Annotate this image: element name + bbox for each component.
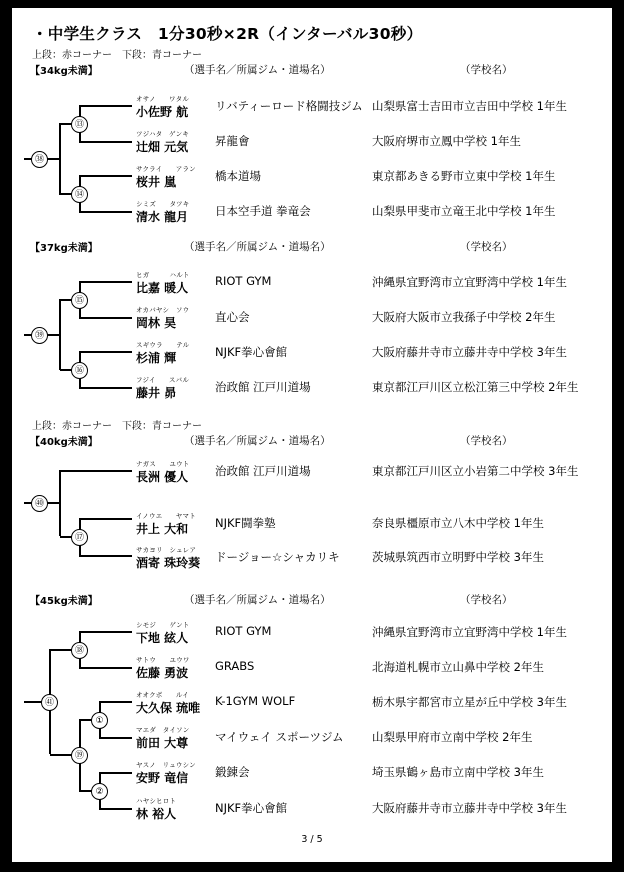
fighter-gym: ドージョー☆シャカリキ bbox=[215, 550, 340, 564]
fighter-school: 栃木県宇都宮市立星が丘中学校 3年生 bbox=[372, 695, 567, 709]
school-column-header: （学校名） bbox=[460, 241, 513, 253]
fighter-school: 東京都あきる野市立東中学校 1年生 bbox=[372, 169, 556, 183]
fighter-school: 沖縄県宜野湾市立宜野湾中学校 1年生 bbox=[372, 625, 567, 639]
fighter-row bbox=[12, 459, 612, 487]
fighter-name: 前田 大尊 bbox=[136, 736, 189, 750]
fighter-school: 東京都江戸川区立小岩第二中学校 3年生 bbox=[372, 464, 579, 478]
fighter-kana: サカヨリ シュレア bbox=[136, 546, 197, 554]
fighter-row bbox=[12, 760, 612, 788]
fighter-school: 大阪府藤井寺市立藤井寺中学校 3年生 bbox=[372, 801, 567, 815]
fighter-school: 山梨県富士吉田市立吉田中学校 1年生 bbox=[372, 99, 567, 113]
fighter-school: 茨城県筑西市立明野中学校 3年生 bbox=[372, 550, 544, 564]
fighter-gym: K-1GYM WOLF bbox=[215, 694, 296, 708]
corner-note: 上段：赤コーナー 下段：青コーナー bbox=[32, 421, 202, 432]
fighter-gym: 橋本道場 bbox=[215, 169, 261, 183]
fighter-name: 長洲 優人 bbox=[136, 470, 189, 484]
fighter-kana: イノウエ ヤマト bbox=[136, 512, 196, 520]
gym-column-header: （選手名／所属ジム・道場名） bbox=[184, 64, 331, 76]
fighter-school: 東京都江戸川区立松江第三中学校 2年生 bbox=[372, 380, 579, 394]
fighter-name: 酒寄 珠玲葵 bbox=[136, 556, 201, 570]
fighter-school: 埼玉県鶴ヶ島市立南中学校 3年生 bbox=[372, 765, 544, 779]
fighter-kana: ハヤシヒロト bbox=[136, 797, 177, 805]
fighter-kana: オオクボ ルイ bbox=[136, 691, 189, 699]
fighter-kana: シミズ タツキ bbox=[136, 200, 190, 208]
bout-number-badge: ⑭ bbox=[71, 186, 88, 203]
fighter-gym: 直心会 bbox=[215, 310, 250, 324]
fighter-gym: 昇龍會 bbox=[215, 134, 250, 148]
fighter-kana: ナガス ユウト bbox=[136, 460, 190, 468]
weight-class-label: 【34kg未満】 bbox=[30, 66, 98, 77]
fighter-gym: NJKF拳心會館 bbox=[215, 801, 288, 815]
fighter-name: 林 裕人 bbox=[136, 807, 177, 821]
fighter-row bbox=[12, 270, 612, 298]
fighter-kana: フジイ スバル bbox=[136, 376, 190, 384]
fighter-row bbox=[12, 511, 612, 539]
fighter-gym: リバティーロード格闘技ジム bbox=[215, 99, 363, 113]
fighter-gym: マイウェイ スポーツジム bbox=[215, 730, 344, 744]
fighter-row bbox=[12, 375, 612, 403]
fighter-row bbox=[12, 340, 612, 368]
fighter-name: 清水 龍月 bbox=[136, 210, 189, 224]
fighter-school: 奈良県橿原市立八木中学校 1年生 bbox=[372, 516, 544, 530]
fighter-row bbox=[12, 655, 612, 683]
weight-class-label: 【45kg未満】 bbox=[30, 596, 98, 607]
fighter-school: 大阪府大阪市立我孫子中学校 2年生 bbox=[372, 310, 556, 324]
sub-bout-badge: ① bbox=[91, 712, 108, 729]
fighter-kana: オサノ ワタル bbox=[136, 95, 190, 103]
final-bout-badge: ㊵ bbox=[31, 495, 48, 512]
gym-column-header: （選手名／所属ジム・道場名） bbox=[184, 435, 331, 447]
fighter-row bbox=[12, 164, 612, 192]
page-number: 3 / 5 bbox=[301, 834, 323, 845]
fighter-row bbox=[12, 305, 612, 333]
fighter-kana: シモジ ゲント bbox=[136, 621, 190, 629]
fighter-name: 井上 大和 bbox=[136, 522, 189, 536]
bout-number-badge: ⑬ bbox=[71, 116, 88, 133]
fighter-name: 桜井 嵐 bbox=[136, 175, 177, 189]
fighter-name: 岡林 昊 bbox=[136, 316, 177, 330]
document-page bbox=[12, 8, 612, 862]
fighter-name: 大久保 琉唯 bbox=[136, 701, 201, 715]
fighter-school: 山梨県甲斐市立竜王北中学校 1年生 bbox=[372, 204, 556, 218]
fighter-row bbox=[12, 545, 612, 573]
fighter-gym: 鍛錬会 bbox=[215, 765, 250, 779]
fighter-gym: GRABS bbox=[215, 659, 255, 673]
fighter-kana: サクライ アラン bbox=[136, 165, 196, 173]
final-bout-badge: ㊶ bbox=[41, 694, 58, 711]
bout-number-badge: ⑯ bbox=[71, 362, 88, 379]
final-bout-badge: ㊴ bbox=[31, 327, 48, 344]
final-bout-badge: ㊳ bbox=[31, 151, 48, 168]
fighter-row bbox=[12, 94, 612, 122]
fighter-gym: NJKF闘拳塾 bbox=[215, 516, 276, 530]
fighter-gym: 治政館 江戸川道場 bbox=[215, 464, 311, 478]
fighter-school: 大阪府堺市立鳳中学校 1年生 bbox=[372, 134, 521, 148]
fighter-row bbox=[12, 129, 612, 157]
fighter-name: 杉浦 輝 bbox=[136, 351, 177, 365]
school-column-header: （学校名） bbox=[460, 435, 513, 447]
fighter-gym: 日本空手道 拳竜会 bbox=[215, 204, 311, 218]
fighter-kana: オカバヤシ ソウ bbox=[136, 306, 190, 314]
fighter-school: 北海道札幌市立山鼻中学校 2年生 bbox=[372, 660, 544, 674]
bout-number-badge: ⑮ bbox=[71, 292, 88, 309]
gym-column-header: （選手名／所属ジム・道場名） bbox=[184, 241, 331, 253]
bout-number-badge: ⑱ bbox=[71, 642, 88, 659]
fighter-school: 沖縄県宜野湾市立宜野湾中学校 1年生 bbox=[372, 275, 567, 289]
fighter-name: 藤井 昴 bbox=[136, 386, 177, 400]
sub-bout-badge: ② bbox=[91, 783, 108, 800]
page-title: ・中学生クラス 1分30秒×2R（インターバル30秒） bbox=[32, 25, 423, 43]
fighter-row bbox=[12, 690, 612, 718]
school-column-header: （学校名） bbox=[460, 594, 513, 606]
weight-class-label: 【37kg未満】 bbox=[30, 243, 98, 254]
fighter-name: 小佐野 航 bbox=[136, 105, 189, 119]
fighter-name: 佐藤 勇波 bbox=[136, 666, 189, 680]
bout-number-badge: ⑰ bbox=[71, 529, 88, 546]
weight-class-label: 【40kg未満】 bbox=[30, 437, 98, 448]
fighter-school: 大阪府藤井寺市立藤井寺中学校 3年生 bbox=[372, 345, 567, 359]
fighter-kana: ツジハタ ゲンキ bbox=[136, 130, 190, 138]
fighter-kana: スギウラ テル bbox=[136, 341, 190, 349]
fighter-name: 安野 竜信 bbox=[136, 771, 189, 785]
fighter-row bbox=[12, 725, 612, 753]
fighter-gym: 治政館 江戸川道場 bbox=[215, 380, 311, 394]
fighter-row bbox=[12, 796, 612, 824]
fighter-school: 山梨県甲府市立南中学校 2年生 bbox=[372, 730, 533, 744]
fighter-kana: ヒガ ハルト bbox=[136, 271, 190, 279]
fighter-name: 比嘉 暖人 bbox=[136, 281, 189, 295]
fighter-kana: サトウ ユウワ bbox=[136, 656, 190, 664]
fighter-kana: ヤスノ リュウシン bbox=[136, 761, 196, 769]
fighter-gym: RIOT GYM bbox=[215, 274, 272, 288]
fighter-kana: マエダ タイソン bbox=[136, 726, 190, 734]
fighter-row bbox=[12, 199, 612, 227]
fighter-gym: NJKF拳心會館 bbox=[215, 345, 288, 359]
gym-column-header: （選手名／所属ジム・道場名） bbox=[184, 594, 331, 606]
bout-number-badge: ⑲ bbox=[71, 747, 88, 764]
fighter-row bbox=[12, 620, 612, 648]
fighter-gym: RIOT GYM bbox=[215, 624, 272, 638]
fighter-name: 下地 絃人 bbox=[136, 631, 189, 645]
school-column-header: （学校名） bbox=[460, 64, 513, 76]
corner-note: 上段：赤コーナー 下段：青コーナー bbox=[32, 50, 202, 61]
fighter-name: 辻畑 元気 bbox=[136, 140, 189, 154]
